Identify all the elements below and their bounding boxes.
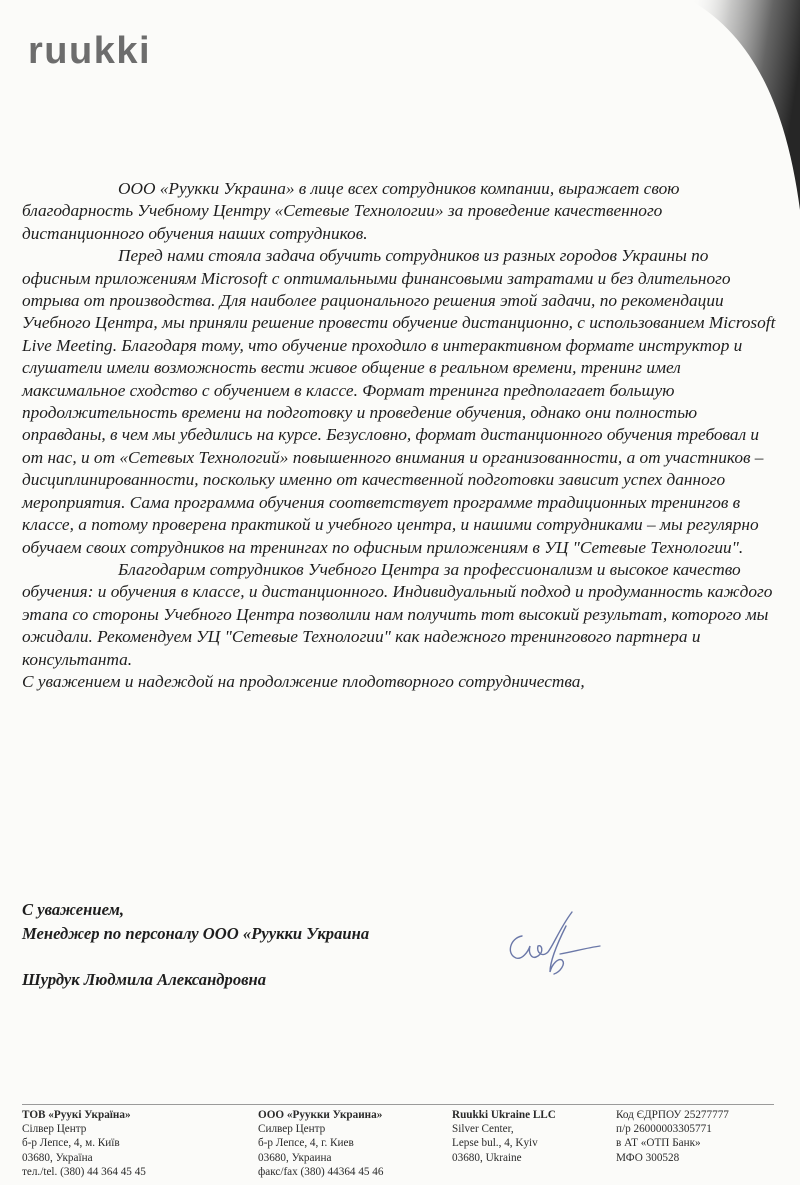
footer-ru-line-1: Силвер Центр [258,1123,326,1136]
footer-ua-line-1: Сілвер Центр [22,1123,87,1136]
footer-ru-line-2: б-р Лепсе, 4, г. Киев [258,1137,354,1150]
footer-en-line-1: Silver Center, [452,1123,514,1136]
footer-en-line-2: Lepse bul., 4, Kyiv [452,1137,538,1150]
ruukki-logo-mark [26,24,186,72]
footer-bank-line-3: в АТ «ОТП Банк» [616,1137,701,1150]
footer-en-line-3: 03680, Ukraine [452,1151,522,1164]
letter-body [22,178,780,693]
footer-column-ukrainian [22,1108,146,1179]
handwritten-signature [488,902,606,984]
footer-company-en: Ruukki Ukraine LLC [452,1109,556,1121]
footer-ru-line-3: 03680, Украина [258,1151,332,1164]
footer-column-bank [616,1108,729,1165]
footer-divider [22,1104,774,1105]
letter-paragraph-2: Перед нами стояла задача обучить сотрудников из разных городов Украины по офисным приложениям Microsoft с оптимальными финансовыми затратами и без длительного отрыва от производства. Для наиболее рационального решения этой задачи, по рекомендации Учебного Центра, мы приняли решение провести обучение дистанционно, с использованием Microsoft Live Meeting. Благодаря тому, что обучение проходило в интерактивном формате инструктор и слушатели имели возможность вести живое общение в реальном времени, тренинг имел максимальное сходство с обучением в классе. Формат тренинга предполагает большую продолжительность времени на подготовку и проведение обучения, однако они полностью оправданы, в чем мы убедились на курсе. Безусловно, формат дистанционного обучения требовал и от нас, и от «Сетевых Технологий» повышенного внимания и организованности, а от участников – дисциплинированности, поскольку именно от качественной подготовки зависит успех данного мероприятия. Сама программа обучения соответствует программе традиционных тренингов в классе, а потому проверена практикой и учебного центра, и нашими сотрудниками – мы регулярно обучаем своих сотрудников на тренингах по офисным приложениям в УЦ "Сетевые Технологии". [22,246,776,557]
footer-ua-line-3: 03680, Україна [22,1151,93,1164]
letter-paragraph-4: С уважением и надеждой на продолжение плодотворного сотрудничества, [22,671,585,691]
ruukki-logo-text: ruukki [28,30,152,72]
footer-column-russian [258,1108,384,1179]
letter-paragraph-3: Благодарим сотрудников Учебного Центра за профессионализм и высокое качество обучения: и обучения в классе, и дистанционного. Индивидуальный подход и продуманность каждого этапа со стороны Учебного Центра позволили нам получить тот высокий результат, которого мы ожидали. Рекомендуем УЦ "Сетевые Технологии" как надежного тренингового партнера и консультанта. [22,559,773,669]
footer-column-english [452,1108,556,1165]
footer-ua-line-2: б-р Лепсе, 4, м. Київ [22,1137,120,1150]
footer-company-ru: ООО «Руукки Украина» [258,1109,383,1121]
closing-block [22,898,369,992]
footer-company-ua: ТОВ «Руукі Україна» [22,1109,131,1121]
footer-ua-line-4: тел./tel. (380) 44 364 45 45 [22,1165,146,1178]
signer-position: Менеджер по персоналу ООО «Руукки Украина [22,924,370,943]
ruukki-logo [26,24,186,72]
closing-regards: С уважением, [22,900,125,919]
footer-bank-line-1: Код ЄДРПОУ 25277777 [616,1109,729,1121]
footer-ru-line-4: факс/fax (380) 44364 45 46 [258,1165,384,1178]
footer-bank-line-2: п/р 26000003305771 [616,1123,712,1136]
signer-name: Шурдук Людмила Александровна [22,970,267,989]
footer-bank-line-4: МФО 300528 [616,1151,680,1164]
letter-paragraph-1: ООО «Руукки Украина» в лице всех сотрудников компании, выражает свою благодарность Учебному Центру «Сетевые Технологии» за проведение качественного дистанционного обучения наших сотрудников. [22,179,680,243]
